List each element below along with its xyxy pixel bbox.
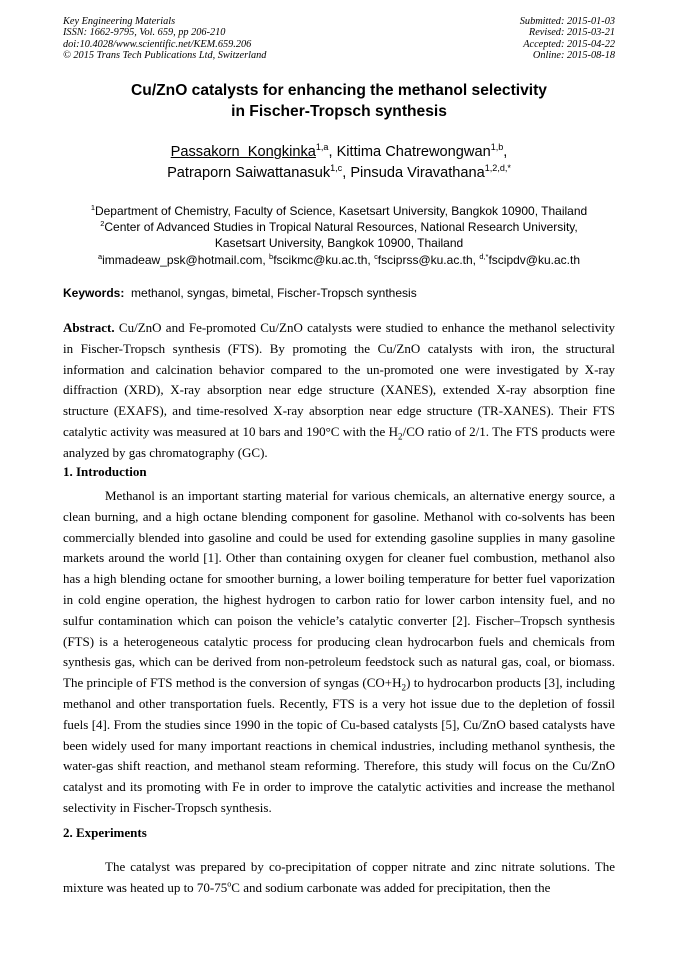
keywords-text: methanol, syngas, bimetal, Fischer-Tropsch synthesis bbox=[124, 286, 417, 300]
email-marker: a bbox=[98, 251, 103, 261]
paper-title bbox=[0, 80, 678, 122]
paragraph-text-end: ) to hydrocarbon products [3], including methanol and other transportation fuels. Recently, FTS is a very hot issue due to the depletion of fossil fuels [4]. From the studies since 1990 in the topic of Cu-based catalysts [5], Cu/ZnO based catalysts have been widely used for many important reactions in chemical industries, including methanol synthesis, the water-gas shift reaction, and methanol steam reforming. Therefore, this study will focus on the Cu/ZnO catalyst and its promoting with Fe in order to improve the catalytic activities and increase the methanol selectivity in Fischer-Tropsch synthesis. bbox=[63, 675, 615, 815]
affiliation-2 bbox=[0, 219, 678, 235]
affiliation-2-cont: Kasetsart University, Bangkok 10900, Thailand bbox=[214, 236, 464, 251]
author-affil-marker: 1,2,d,* bbox=[484, 163, 511, 174]
keywords bbox=[63, 286, 615, 301]
author-separator: , bbox=[503, 144, 508, 160]
email-marker: b bbox=[269, 251, 274, 261]
copyright-line: © 2015 Trans Tech Publications Ltd, Switzerland bbox=[63, 50, 267, 62]
affiliation-text: Department of Chemistry, Faculty of Science, Kasetsart University, Bangkok 10900, Thailand bbox=[94, 204, 588, 218]
title-line-2: in Fischer-Tropsch synthesis bbox=[231, 103, 447, 120]
paragraph-text: Methanol is an important starting material for various chemicals, an alternative energy source, a clean burning, and a high octane blending component for gasoline. Methanol with co-solvents has been commercially blended into gasoline and could be used for extending gasoline supplies in many gasoline markets around the world [1]. Other than containing oxygen for cleaner fuel combustion, methanol also has a high blending octane for smoother burning, a lower boiling temperature for better fuel vaporization in cold engine operation, the highest hydrogen to carbon ratio for lower carbon intensity fuel, and no sulfur contamination which can poison the vehicle’s catalytic converter [2]. Fischer–Tropsch synthesis (FTS) is a heterogeneous catalytic process for producing clean hydrocarbon fuels and chemicals from synthesis gas, which can be derived from non-petroleum feedstock such as natural gas, coal, or biomass. The principle of FTS method is the conversion of syngas (CO+H bbox=[63, 488, 615, 691]
email-marker: c bbox=[374, 251, 378, 261]
author-name: Pinsuda Viravathana bbox=[350, 165, 485, 181]
title-line-1: Cu/ZnO catalysts for enhancing the methanol selectivity bbox=[131, 82, 547, 99]
author-affil-marker: 1,a bbox=[315, 142, 329, 153]
affil-marker: 2 bbox=[100, 219, 105, 229]
email-marker: d,* bbox=[479, 251, 489, 261]
abstract-label: Abstract. bbox=[63, 320, 115, 335]
introduction-paragraph bbox=[63, 486, 615, 819]
experiments-paragraph bbox=[63, 857, 615, 899]
section-heading-introduction: 1. Introduction bbox=[63, 464, 147, 479]
affiliations bbox=[0, 203, 678, 268]
section-heading-experiments: 2. Experiments bbox=[63, 825, 147, 840]
author-separator: , bbox=[328, 144, 337, 160]
journal-name: Key Engineering Materials bbox=[63, 16, 176, 27]
affil-marker: 1 bbox=[90, 203, 95, 212]
abstract-text-end: /CO ratio of 2/1. The FTS products were analyzed by gas chromatography (GC). bbox=[63, 423, 616, 460]
author-name: Passakorn Kongkinka bbox=[170, 144, 316, 160]
author-line-2 bbox=[0, 163, 678, 184]
email-address: immadeaw_psk@hotmail.com, bbox=[102, 252, 270, 267]
email-address: fscikmc@ku.ac.th, bbox=[273, 252, 375, 267]
abstract bbox=[63, 318, 615, 464]
doi-line: doi:10.4028/www.scientific.net/KEM.659.206 bbox=[63, 38, 252, 50]
keywords-label: Keywords: bbox=[63, 286, 125, 300]
abstract-subscript: 2 bbox=[398, 431, 403, 442]
paragraph-text: The catalyst was prepared by co-precipitation of copper nitrate and zinc nitrate solutions. The mixture was heated up to 70-75 bbox=[63, 859, 615, 895]
publication-dates bbox=[520, 16, 615, 62]
author-name: Kittima Chatrewongwan bbox=[336, 144, 491, 160]
online-date: Online: 2015-08-18 bbox=[532, 50, 615, 62]
affiliation-1 bbox=[0, 203, 678, 219]
paragraph-text-end: C and sodium carbonate was added for precipitation, then the bbox=[231, 879, 551, 895]
issn-line: ISSN: 1662-9795, Vol. 659, pp 206-210 bbox=[63, 27, 226, 39]
affiliation-text: Center of Advanced Studies in Tropical Natural Resources, National Research University, bbox=[104, 220, 578, 235]
author-separator: , bbox=[342, 165, 351, 181]
email-address: fscipdv@ku.ac.th bbox=[488, 252, 580, 267]
revised-date: Revised: 2015-03-21 bbox=[528, 27, 615, 39]
paragraph-subscript: 2 bbox=[401, 682, 407, 693]
accepted-date: Accepted: 2015-04-22 bbox=[523, 38, 615, 50]
email-list bbox=[0, 252, 678, 268]
degree-superscript: o bbox=[227, 879, 232, 889]
abstract-text: Cu/ZnO and Fe-promoted Cu/ZnO catalysts were studied to enhance the methanol selectivity in Fischer-Tropsch synthesis (FTS). By promoting the Cu/ZnO catalysts with iron, the structural information and calcination behavior compared to the un-promoted one were investigated by X-ray diffraction (XRD), X-ray absorption near edge structure (XANES), extended X-ray absorption fine structure (EXAFS), and time-resolved X-ray absorption near edge structure (TR-XANES). Their FTS catalytic activity was measured at 10 bars and 190°C with the H bbox=[63, 320, 615, 439]
author-line-1 bbox=[0, 142, 678, 163]
author-affil-marker: 1,b bbox=[490, 142, 504, 153]
author-affil-marker: 1,c bbox=[330, 163, 343, 174]
author-list bbox=[0, 142, 678, 184]
author-name: Patraporn Saiwattanasuk bbox=[167, 165, 331, 181]
email-address: fsciprss@ku.ac.th, bbox=[377, 252, 480, 267]
journal-info bbox=[63, 16, 266, 62]
submitted-date: Submitted: 2015-01-03 bbox=[519, 16, 615, 27]
